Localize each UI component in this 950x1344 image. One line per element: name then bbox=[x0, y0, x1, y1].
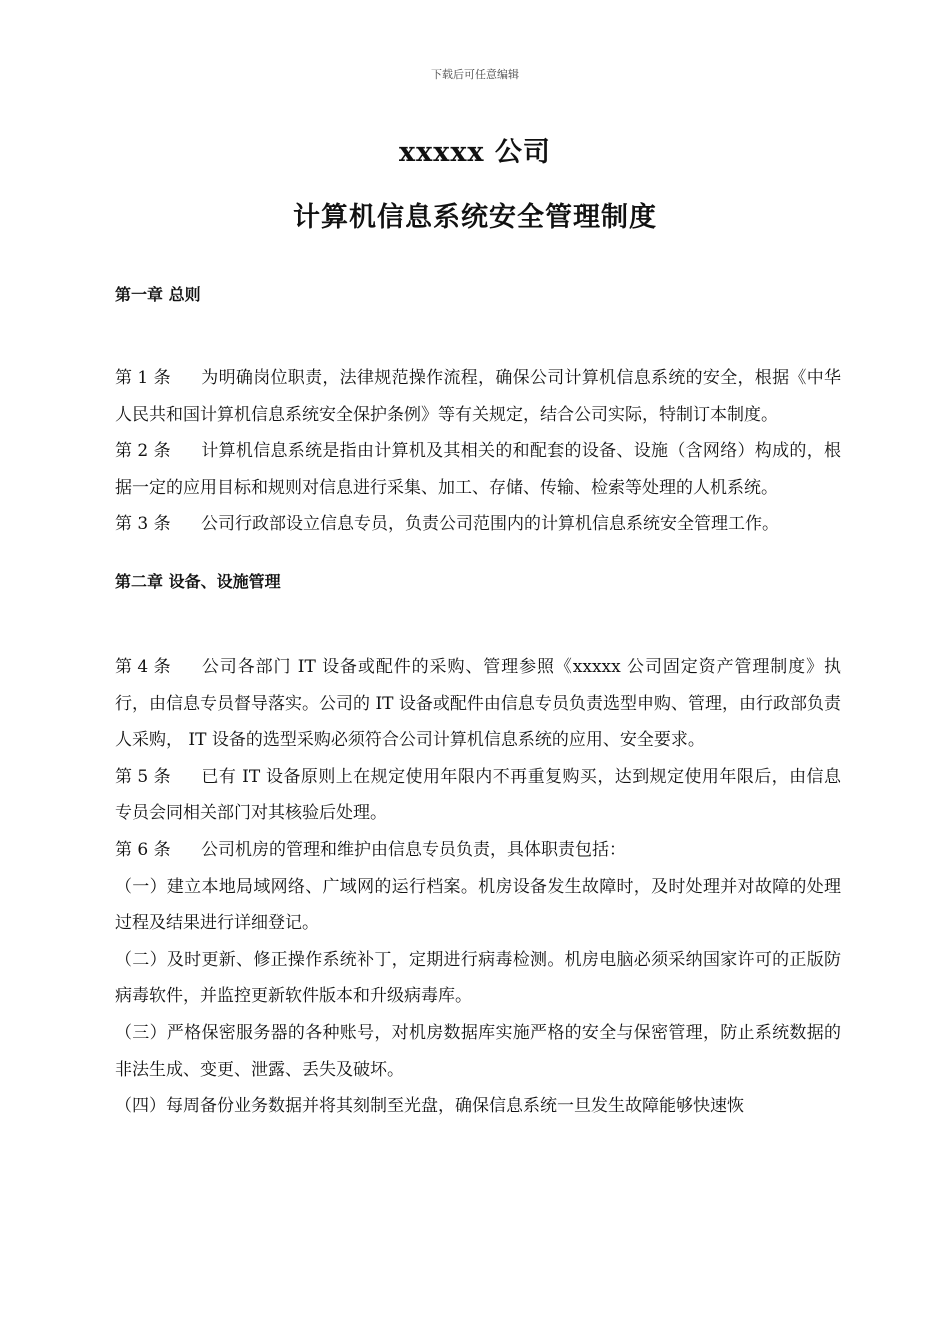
article-text: 已有 IT 设备原则上在规定使用年限内不再重复购买，达到规定使用年限后，由信息专员会同相关部门对其核验后处理。 bbox=[115, 766, 841, 824]
article-text: 为明确岗位职责，法律规范操作流程，确保公司计算机信息系统的安全，根据《中华人民共和国计算机信息系统安全保护条例》等有关规定，结合公司实际，特制订本制度。 bbox=[115, 368, 841, 425]
chapter-heading: 第二章 设备、设施管理 bbox=[115, 571, 281, 591]
article-label: 第 6 条 bbox=[115, 839, 171, 860]
company-title: xxxxx 公司 bbox=[399, 137, 551, 168]
article-label: 第 3 条 bbox=[115, 514, 171, 535]
list-item: （一）建立本地局域网络、广域网的运行档案。机房设备发生故障时，及时处理并对故障的处理过程及结果进行详细登记。 bbox=[115, 876, 841, 934]
list-item: （三）严格保密服务器的各种账号，对机房数据库实施严格的安全与保密管理，防止系统数据的非法生成、变更、泄露、丢失及破坏。 bbox=[115, 1022, 841, 1080]
document-title: 计算机信息系统安全管理制度 bbox=[293, 202, 657, 233]
article bbox=[115, 649, 841, 759]
article bbox=[115, 759, 841, 832]
article bbox=[115, 433, 841, 506]
article-text: 公司机房的管理和维护由信息专员负责，具体职责包括： bbox=[201, 839, 626, 860]
header-note: 下载后可任意编辑 bbox=[431, 68, 519, 81]
article-label: 第 1 条 bbox=[115, 368, 171, 388]
article bbox=[115, 832, 841, 869]
article bbox=[115, 360, 841, 433]
document-body bbox=[115, 282, 841, 1125]
article-label: 第 4 条 bbox=[115, 656, 171, 677]
article-text: 计算机信息系统是指由计算机及其相关的和配套的设备、设施（含网络）构成的，根据一定的应用目标和规则对信息进行采集、加工、存储、传输、检索等处理的人机系统。 bbox=[115, 441, 841, 498]
article-label: 第 5 条 bbox=[115, 766, 171, 787]
article-text: 公司行政部设立信息专员，负责公司范围内的计算机信息系统安全管理工作。 bbox=[201, 514, 779, 535]
article bbox=[115, 506, 841, 543]
list-item: （四）每周备份业务数据并将其刻制至光盘，确保信息系统一旦发生故障能够快速恢 bbox=[115, 1096, 744, 1117]
article-text: 公司各部门 IT 设备或配件的采购、管理参照《xxxxx 公司固定资产管理制度》执行，由信息专员督导落实。公司的 IT 设备或配件由信息专员负责选型申购、管理，由行政部负责人采购， IT 设备的选型采购必须符合公司计算机信息系统的应用、安全要求。 bbox=[115, 656, 841, 751]
chapter-heading: 第一章 总则 bbox=[115, 285, 201, 304]
list-item: （二）及时更新、修正操作系统补丁，定期进行病毒检测。机房电脑必须采纳国家许可的正版防病毒软件，并监控更新软件版本和升级病毒库。 bbox=[115, 949, 841, 1007]
article-label: 第 2 条 bbox=[115, 441, 171, 462]
